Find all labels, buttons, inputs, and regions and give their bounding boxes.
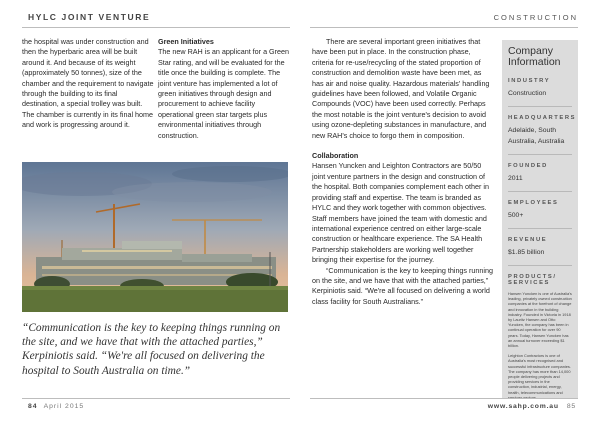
page-number-right: 85 bbox=[566, 403, 576, 410]
sidebar-divider bbox=[508, 154, 572, 155]
headquarters-label: HEADQUARTERS bbox=[508, 115, 577, 121]
revenue-label: REVENUE bbox=[508, 237, 548, 243]
sidebar-divider bbox=[508, 191, 572, 192]
top-rule-left bbox=[22, 27, 290, 28]
footer-left bbox=[28, 403, 84, 410]
column-3-text bbox=[312, 37, 494, 307]
column-1-text bbox=[22, 37, 154, 131]
section-header: CONSTRUCTION bbox=[493, 13, 578, 22]
issue-date: April 2015 bbox=[43, 403, 85, 410]
hospital-construction-photo bbox=[22, 162, 288, 312]
sidebar-divider bbox=[508, 228, 572, 229]
website-url: www.sahp.com.au bbox=[487, 403, 559, 410]
page-number-left: 84 bbox=[28, 403, 38, 410]
sidebar-divider bbox=[508, 106, 572, 107]
publication-header: HYLC JOINT VENTURE bbox=[28, 12, 151, 22]
sidebar-divider bbox=[508, 265, 572, 266]
founded-value: 2011 bbox=[508, 175, 523, 182]
col1-paragraph: the hospital was under construction and then the hyperbaric area will be built around it. And because of its weight (approximately 50 tonnes), size of the chamber and the requirement to navigate through the building to its final destination, a special trolley was built. The chamber is currently in its final home and work is progressing around it. bbox=[22, 37, 154, 130]
col3-paragraph-3: “Communication is the key to keeping things running on the site, and we have that with the attached parties,” Kerpiniotis said. “We're all focused on delivering a world class facility for South Australians.” bbox=[312, 265, 494, 306]
footer-right bbox=[488, 403, 576, 410]
column-2-text bbox=[158, 37, 290, 141]
company-info-sidebar bbox=[502, 40, 578, 398]
col3-paragraph-1: There are several important green initiatives that have been put in place. In the construction phase, criteria for re-use/recycling of the stated proportion of construction and demolition waste have been met, as has air and noise quality. Hazardous materials' handling guidelines have been followed, and Volatile Organic Compounds (VOC) have been used correctly. Perhaps the most notable is the joint venture's decision to avoid using ozone-depleting substances in manufacture, and new RAH's choice to forgo them in composition. bbox=[312, 37, 490, 140]
company-info-title: Company Information bbox=[508, 45, 561, 68]
products-services-label: PRODUCTS/ SERVICES bbox=[508, 274, 557, 286]
col2-paragraph: The new RAH is an applicant for a Green Star rating, and will be evaluated for the title once the building is complete. The joint venture has implemented a lot of green initiatives through design and procurement to achieve facility operational green star targets plus environmental initiatives through construction. bbox=[158, 47, 290, 140]
products-services-text-1: Hansen Yuncken is one of Australia's leading, privately owned construction companies at the forefront of change and innovation in the building industry. Founded in Victoria in 1918 by Lauritz Hansen and Otto Yuncken, the company has been in continual operation for over 90 years. Today, Hansen Yuncken has an annual turnover exceeding $1 billion. bbox=[508, 291, 572, 349]
green-initiatives-heading: Green Initiatives bbox=[158, 37, 214, 46]
pull-quote: “Communication is the key to keeping things running on the site, and we have that with the attached parties,” Kerpiniotis said. “We're all focused on delivering the hospital to South Australia on time.” bbox=[22, 322, 281, 377]
revenue-value: $1.85 billion bbox=[508, 249, 545, 256]
top-rule-right bbox=[310, 27, 578, 28]
employees-value: 500+ bbox=[508, 212, 524, 219]
headquarters-value: Adelaide, South Australia, Australia bbox=[508, 127, 565, 145]
founded-label: FOUNDED bbox=[508, 163, 548, 169]
industry-value: Construction bbox=[508, 90, 547, 97]
collaboration-heading: Collaboration bbox=[312, 151, 359, 161]
bottom-rule-right bbox=[310, 398, 578, 399]
industry-label: INDUSTRY bbox=[508, 78, 551, 84]
bottom-rule-left bbox=[22, 398, 290, 399]
col3-paragraph-2: Hansen Yuncken and Leighton Contractors are 50/50 joint venture partners in the design and construction of the hospital. Both companies complement each other in providing staff and expertise. The team is branded as HYLC and they work together with common objectives. Staff members have joined the team with domestic and international experience centred on either large-scale construction or healthcare experience. The SA Health Partnership stakeholders are working well together bringing their expertise for the journey. bbox=[312, 161, 489, 265]
employees-label: EMPLOYEES bbox=[508, 200, 559, 206]
products-services-text-2: Leighton Contractors is one of Australia's most recognised and successful infrastructure companies. The company has more than 14,000 people delivering projects and providing services in the construction, industrial, energy, health, telecommunications and bbox=[508, 353, 571, 395]
